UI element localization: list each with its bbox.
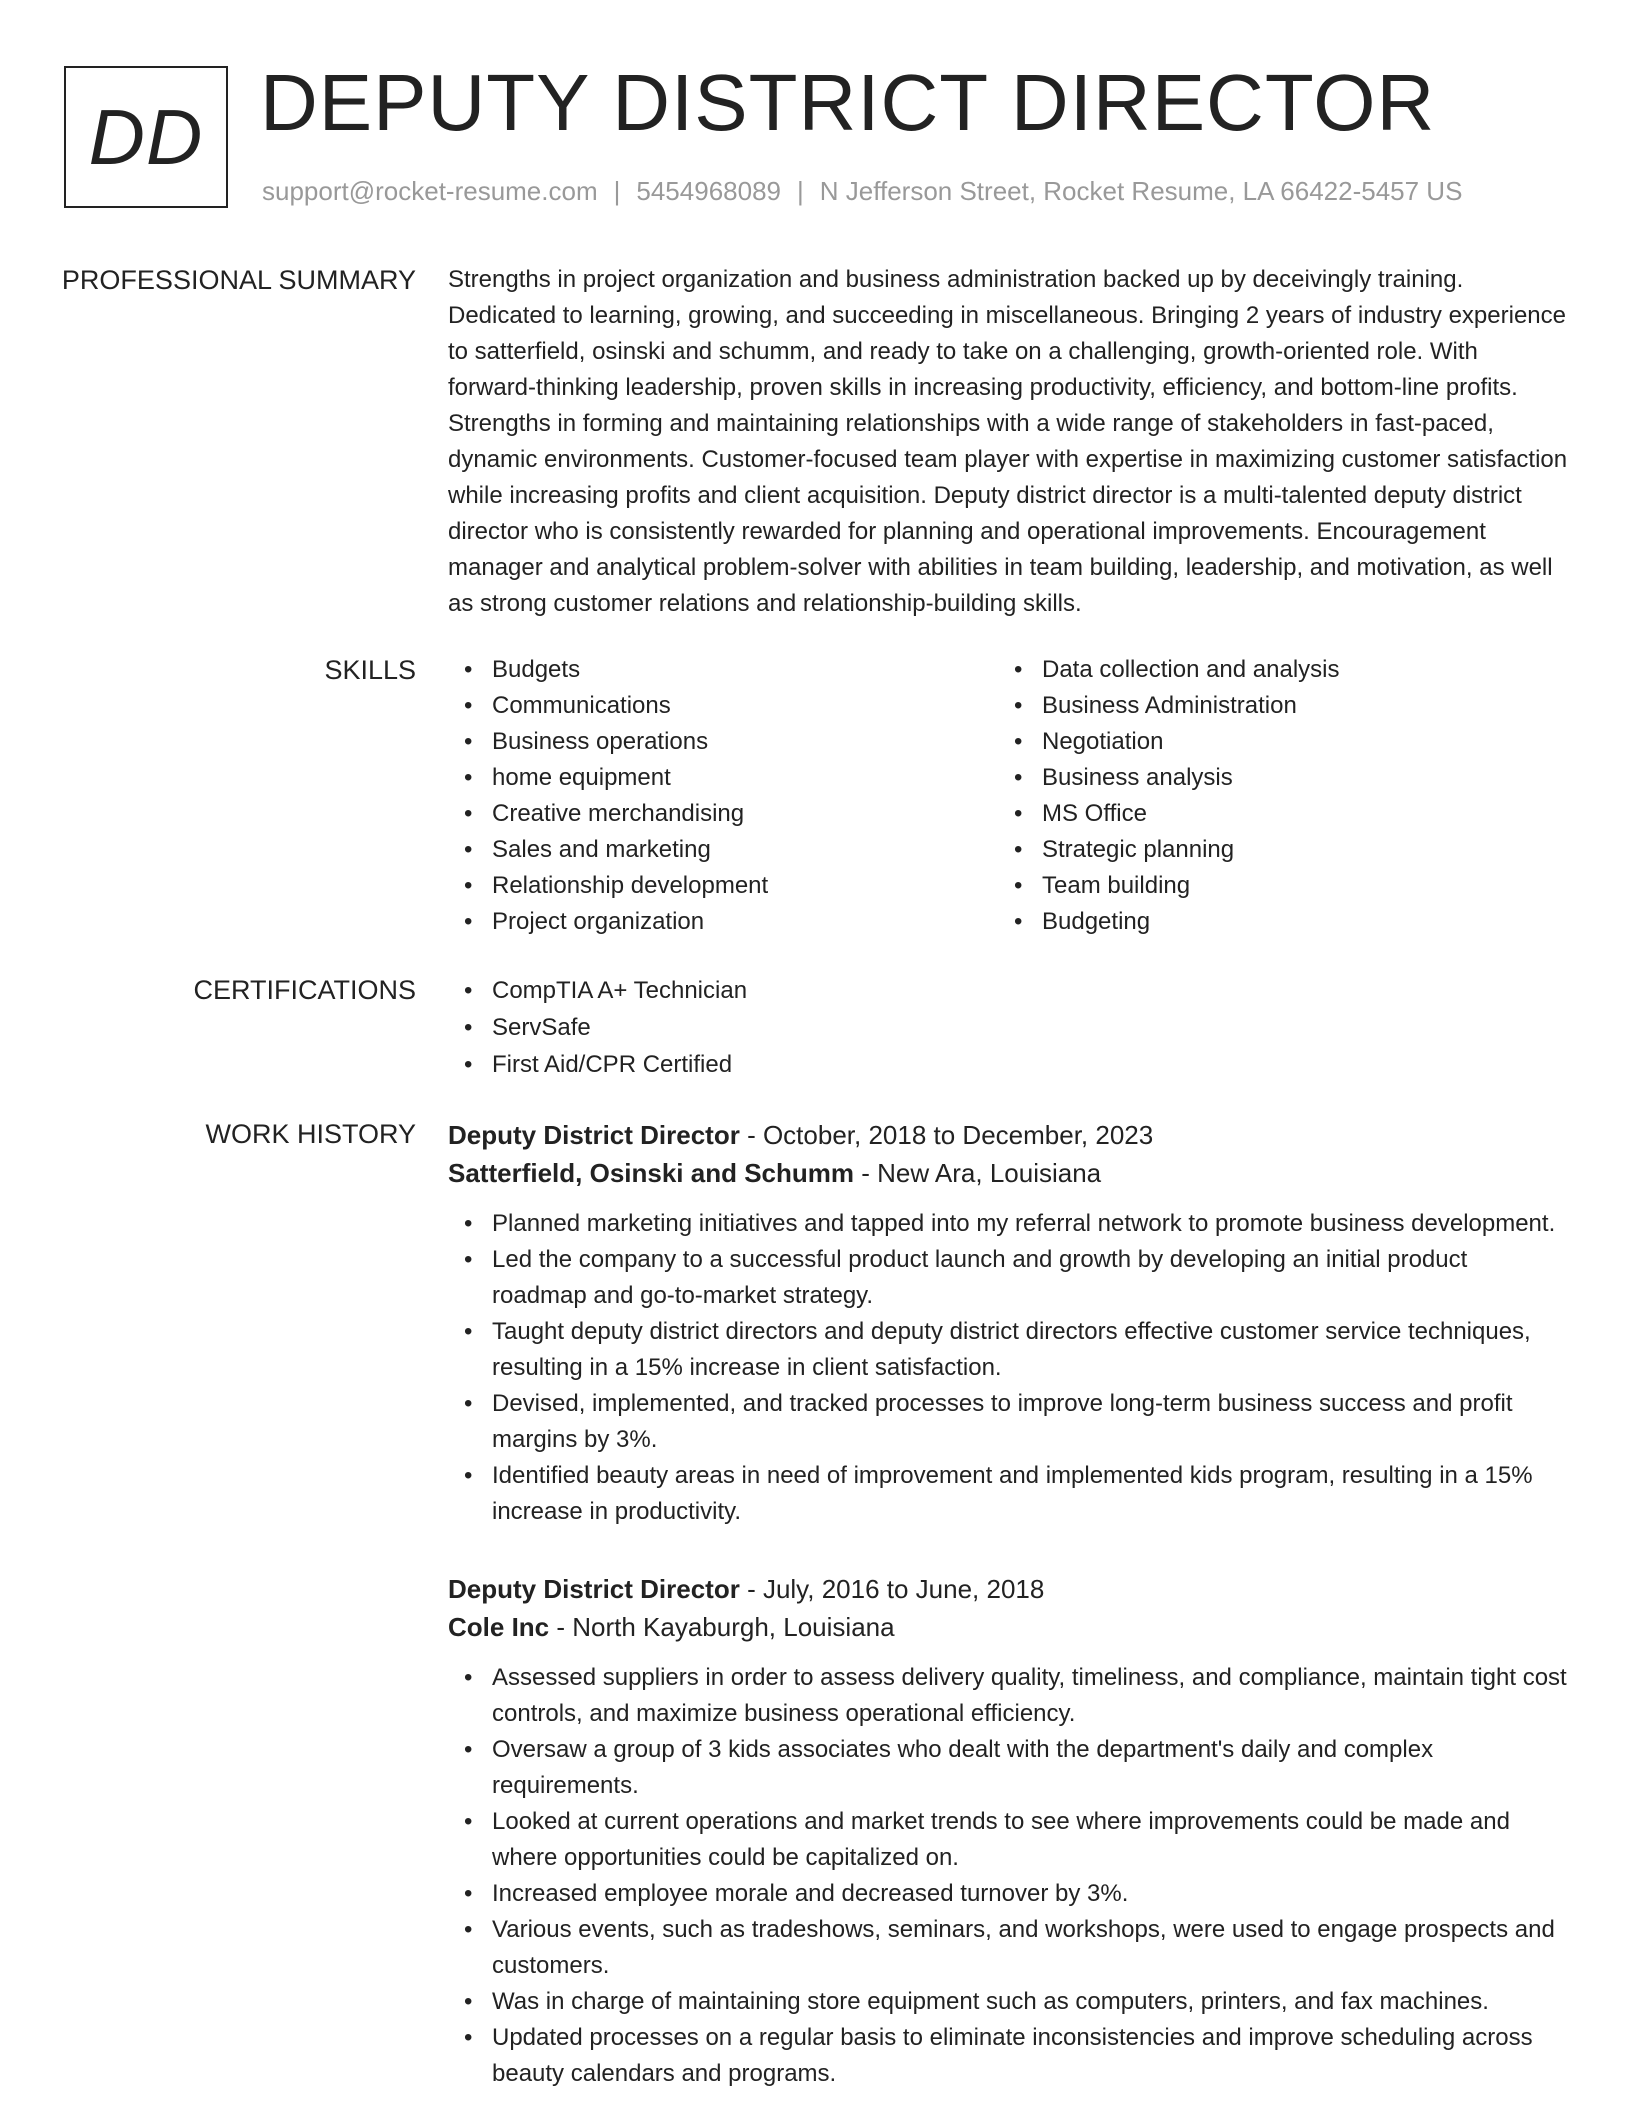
skill-item: • Negotiation xyxy=(998,724,1538,760)
contact-address: N Jefferson Street, Rocket Resume, LA 66422-5457 US xyxy=(819,176,1463,206)
skill-item: • Relationship development xyxy=(448,868,988,904)
skill-item: • Strategic planning xyxy=(998,832,1538,868)
job-title-line xyxy=(448,1570,1568,1608)
certifications-list xyxy=(448,972,1568,1083)
certification-item: • ServSafe xyxy=(448,1009,1568,1046)
skill-item: • Creative merchandising xyxy=(448,796,988,832)
job-location: - New Ara, Louisiana xyxy=(854,1158,1102,1188)
job-company: Cole Inc xyxy=(448,1612,550,1642)
section-label-summary: PROFESSIONAL SUMMARY xyxy=(61,265,416,295)
job-company-line xyxy=(448,1154,1568,1192)
skill-item: • Budgeting xyxy=(998,904,1538,940)
work-history-body xyxy=(448,1116,1568,2092)
skill-item: • home equipment xyxy=(448,760,988,796)
skill-item: • Business Administration xyxy=(998,688,1538,724)
skills-list-left xyxy=(448,652,988,940)
contact-email: support@rocket-resume.com xyxy=(262,176,598,206)
skill-item: • Communications xyxy=(448,688,988,724)
job-title: Deputy District Director xyxy=(448,1120,740,1150)
job-bullet: • Planned marketing initiatives and tapped into my referral network to promote business development. xyxy=(448,1206,1568,1242)
contact-separator: | xyxy=(613,176,621,206)
job-entry xyxy=(448,1116,1568,1530)
skill-item: • Project organization xyxy=(448,904,988,940)
certification-item: • First Aid/CPR Certified xyxy=(448,1046,1568,1083)
section-label-certifications: CERTIFICATIONS xyxy=(193,975,416,1005)
skill-item: • Team building xyxy=(998,868,1538,904)
job-title: Deputy District Director xyxy=(448,1574,740,1604)
job-bullet: • Was in charge of maintaining store equipment such as computers, printers, and fax machines. xyxy=(448,1984,1568,2020)
job-dates: - July, 2016 to June, 2018 xyxy=(739,1574,1045,1604)
job-bullet: • Identified beauty areas in need of improvement and implemented kids program, resulting in a 15% increase in productivity. xyxy=(448,1458,1568,1530)
summary-text: Strengths in project organization and business administration backed up by deceivingly training. Dedicated to learning, growing, and succeeding in miscellaneous. Bringing 2 years of industry experience to satterfield, osinski and schumm, and ready to take on a challenging, growth-oriented role. With forward-thinking leadership, proven skills in increasing productivity, efficiency, and bottom-line profits. Strengths in forming and maintaining relationships with a wide range of stakeholders in fast-paced, dynamic environments. Customer-focused team player with expertise in maximizing customer satisfaction while increasing profits and client acquisition. Deputy district director is a multi-talented deputy district director who is consistently rewarded for planning and operational improvements. Encouragement manager and analytical problem-solver with abilities in team building, leadership, and motivation, as well as strong customer relations and relationship-building skills. xyxy=(448,266,1568,617)
contact-phone: 5454968089 xyxy=(636,176,781,206)
certification-item: • CompTIA A+ Technician xyxy=(448,972,1568,1009)
contact-separator: | xyxy=(797,176,804,206)
job-bullet: • Various events, such as tradeshows, seminars, and workshops, were used to engage prospects and customers. xyxy=(448,1912,1568,1984)
job-bullets xyxy=(448,1660,1568,2092)
skills-list-right xyxy=(998,652,1538,940)
job-bullet: • Looked at current operations and market trends to see where improvements could be made and where opportunities could be capitalized on. xyxy=(448,1804,1568,1876)
job-bullets xyxy=(448,1206,1568,1530)
skill-item: • MS Office xyxy=(998,796,1538,832)
page-title: DEPUTY DISTRICT DIRECTOR xyxy=(260,58,1436,147)
contact-line xyxy=(262,174,1462,208)
job-dates: - October, 2018 to December, 2023 xyxy=(739,1120,1154,1150)
skill-item: • Data collection and analysis xyxy=(998,652,1538,688)
job-entry xyxy=(448,1570,1568,2092)
section-label-skills: SKILLS xyxy=(324,655,416,685)
job-bullet: • Increased employee morale and decreased turnover by 3%. xyxy=(448,1876,1568,1912)
job-bullet: • Led the company to a successful product launch and growth by developing an initial product roadmap and go-to-market strategy. xyxy=(448,1242,1568,1314)
skill-item: • Business operations xyxy=(448,724,988,760)
job-company-line xyxy=(448,1608,1568,1646)
skill-item: • Budgets xyxy=(448,652,988,688)
job-location: - North Kayaburgh, Louisiana xyxy=(549,1612,895,1642)
skill-item: • Sales and marketing xyxy=(448,832,988,868)
monogram-logo: DD xyxy=(64,66,228,208)
job-bullet: • Devised, implemented, and tracked processes to improve long-term business success and profit margins by 3%. xyxy=(448,1386,1568,1458)
summary-body xyxy=(448,262,1568,622)
skill-item: • Business analysis xyxy=(998,760,1538,796)
job-bullet: • Oversaw a group of 3 kids associates who dealt with the department's daily and complex requirements. xyxy=(448,1732,1568,1804)
job-bullet: • Updated processes on a regular basis to eliminate inconsistencies and improve scheduling across beauty calendars and programs. xyxy=(448,2020,1568,2092)
job-company: Satterfield, Osinski and Schumm xyxy=(448,1158,854,1188)
job-bullet: • Taught deputy district directors and deputy district directors effective customer service techniques, resulting in a 15% increase in client satisfaction. xyxy=(448,1314,1568,1386)
job-bullet: • Assessed suppliers in order to assess delivery quality, timeliness, and compliance, maintain tight cost controls, and maximize business operational efficiency. xyxy=(448,1660,1568,1732)
job-title-line xyxy=(448,1116,1568,1154)
section-label-work-history: WORK HISTORY xyxy=(205,1119,416,1149)
